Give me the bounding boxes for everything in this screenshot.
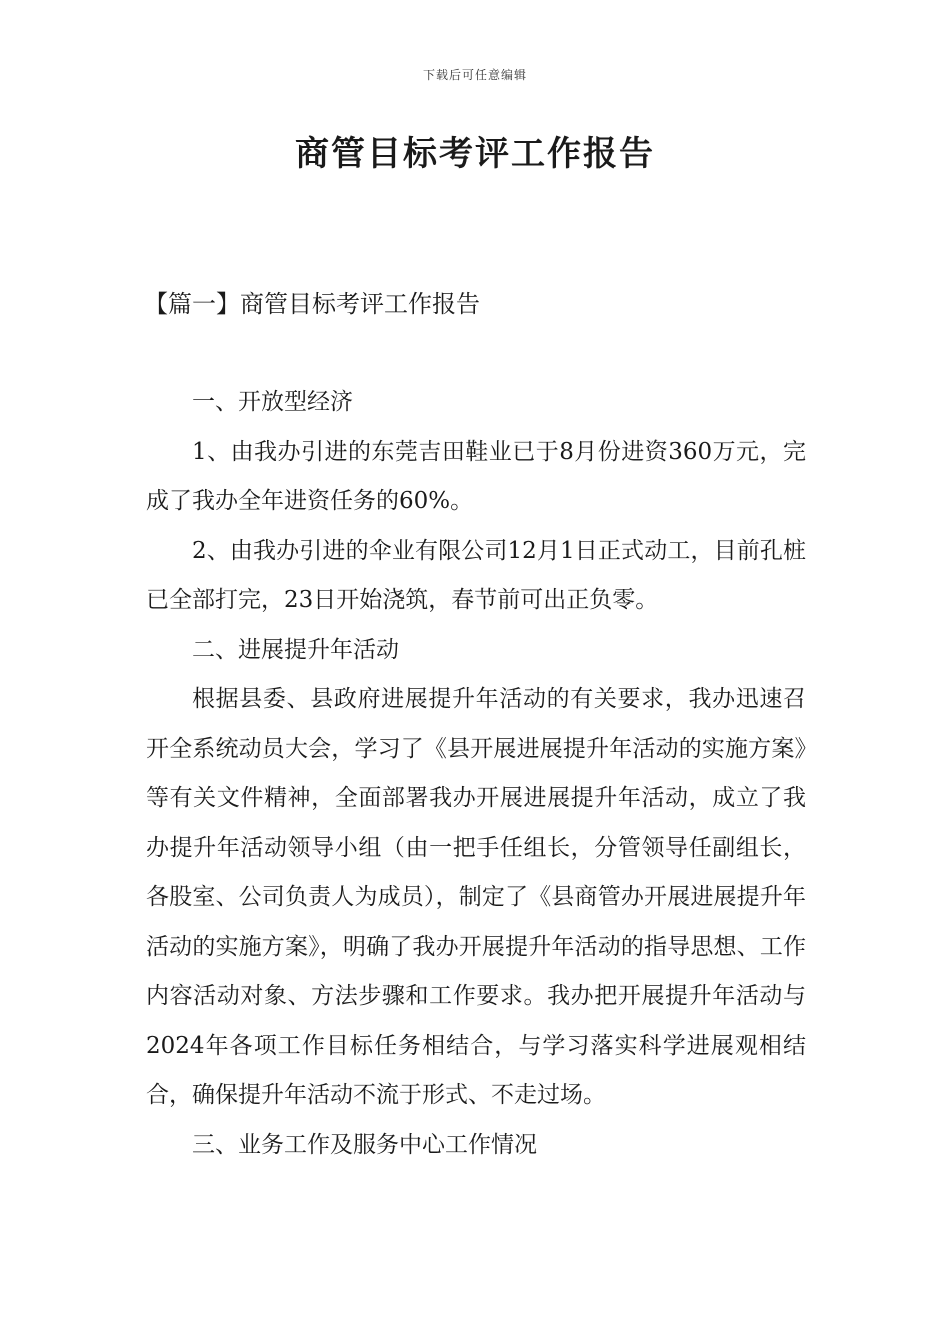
paragraph-2-1: 根据县委、县政府进展提升年活动的有关要求，我办迅速召开全系统动员大会，学习了《县开展进展提升年活动的实施方案》等有关文件精神，全面部署我办开展进展提升年活动，成立了我办提升年活动领导小组（由一把手任组长，分管领导任副组长，各股室、公司负责人为成员），制定了《县商管办开展进展提升年活动的实施方案》，明确了我办开展提升年活动的指导思想、工作内容活动对象、方法步骤和工作要求。我办把开展提升年活动与2024年各项工作目标任务相结合，与学习落实科学进展观相结合，确保提升年活动不流于形式、不走过场。 bbox=[146, 686, 806, 1108]
chapter-heading: 【篇一】商管目标考评工作报告 bbox=[144, 290, 480, 318]
section-heading-2: 二、进展提升年活动 bbox=[192, 636, 399, 663]
section-heading-3: 三、业务工作及服务中心工作情况 bbox=[192, 1131, 537, 1158]
paragraph-1-1: 1、由我办引进的东莞吉田鞋业已于8月份进资360万元，完成了我办全年进资任务的60%。 bbox=[146, 438, 806, 514]
paragraph-1-2: 2、由我办引进的伞业有限公司12月1日正式动工，目前孔桩已全部打完，23日开始浇筑，春节前可出正负零。 bbox=[146, 537, 806, 613]
header-note: 下载后可任意编辑 bbox=[422, 68, 527, 82]
section-heading-1: 一、开放型经济 bbox=[192, 389, 353, 415]
document-body bbox=[146, 378, 806, 1170]
document-title: 商管目标考评工作报告 bbox=[295, 134, 655, 174]
